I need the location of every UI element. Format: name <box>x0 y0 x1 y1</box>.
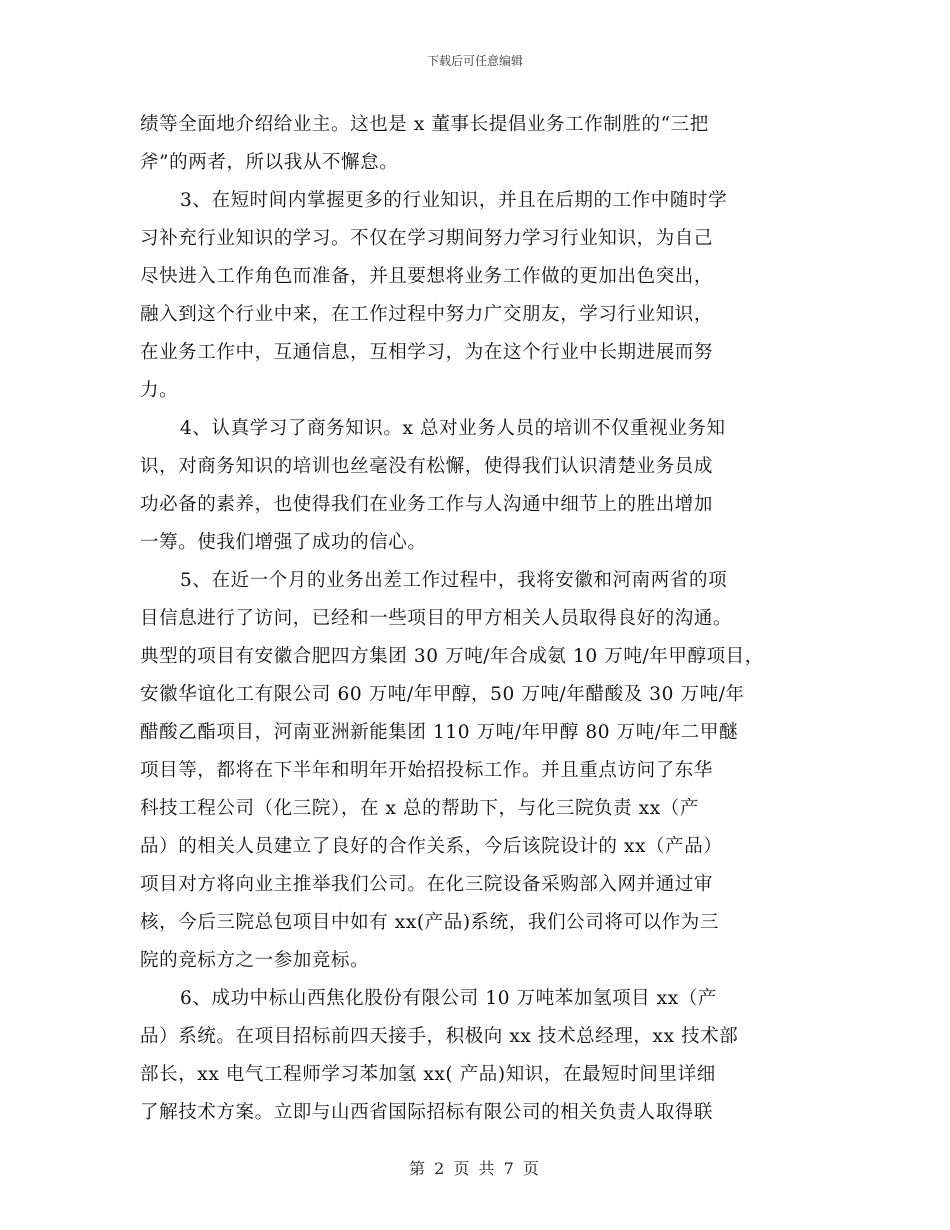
text-line: 在业务工作中，互通信息，互相学习，为在这个行业中长期进展而努 <box>140 342 714 363</box>
text-line: 科技工程公司（化三院），在 x 总的帮助下，与化三院负责 xx（产 <box>140 798 699 819</box>
text-line: 一筹。使我们增强了成功的信心。 <box>140 532 427 553</box>
text-line: 力。 <box>140 380 179 401</box>
text-line: 功必备的素养，也使得我们在业务工作与人沟通中细节上的胜出增加 <box>140 494 714 515</box>
page-number-footer: 第 2 页 共 7 页 <box>409 1159 541 1178</box>
text-line: 品）系统。在项目招标前四天接手，积极向 xx 技术总经理，xx 技术部 <box>140 1026 739 1047</box>
text-line: 4、认真学习了商务知识。x 总对业务人员的培训不仅重视业务知 <box>180 418 726 439</box>
text-line: 醋酸乙酯项目，河南亚洲新能集团 110 万吨/年甲醇 80 万吨/年二甲醚 <box>140 722 739 743</box>
text-line: 核，今后三院总包项目中如有 xx(产品)系统，我们公司将可以作为三 <box>140 912 719 933</box>
text-line: 院的竞标方之一参加竞标。 <box>140 950 370 971</box>
text-line: 了解技术方案。立即与山西省国际招标有限公司的相关负责人取得联 <box>140 1102 714 1123</box>
text-line: 尽快进入工作角色而准备，并且要想将业务工作做的更加出色突出， <box>140 266 714 287</box>
text-line: 项目对方将向业主推举我们公司。在化三院设备采购部入网并通过审 <box>140 874 714 895</box>
text-line: 融入到这个行业中来，在工作过程中努力广交朋友，学习行业知识， <box>140 304 714 325</box>
text-line: 项目等，都将在下半年和明年开始招投标工作。并且重点访问了东华 <box>140 760 714 781</box>
text-line: 5、在近一个月的业务出差工作过程中，我将安徽和河南两省的项 <box>180 570 728 591</box>
document-body <box>140 106 830 1132</box>
text-line: 目信息进行了访问，已经和一些项目的甲方相关人员取得良好的沟通。 <box>140 608 733 629</box>
text-line: 品）的相关人员建立了良好的合作关系，今后该院设计的 xx（产品） <box>140 836 723 857</box>
text-line: 识，对商务知识的培训也丝毫没有松懈，使得我们认识清楚业务员成 <box>140 456 714 477</box>
page-header: 下载后可任意编辑 <box>426 54 523 68</box>
text-line: 6、成功中标山西焦化股份有限公司 10 万吨苯加氢项目 xx（产 <box>180 988 718 1009</box>
text-line: 部长，xx 电气工程师学习苯加氢 xx( 产品)知识，在最短时间里详细 <box>140 1064 716 1085</box>
text-line: 习补充行业知识的学习。不仅在学习期间努力学习行业知识，为自己 <box>140 228 714 249</box>
text-line: 绩等全面地介绍给业主。这也是 x 董事长提倡业务工作制胜的“三把 <box>140 114 709 135</box>
text-line: 安徽华谊化工有限公司 60 万吨/年甲醇，50 万吨/年醋酸及 30 万吨/年 <box>140 684 745 705</box>
text-line: 3、在短时间内掌握更多的行业知识，并且在后期的工作中随时学 <box>180 190 728 211</box>
text-line: 斧”的两者，所以我从不懈怠。 <box>140 152 399 173</box>
text-line: 典型的项目有安徽合肥四方集团 30 万吨/年合成氨 10 万吨/年甲醇项目， <box>140 646 764 667</box>
